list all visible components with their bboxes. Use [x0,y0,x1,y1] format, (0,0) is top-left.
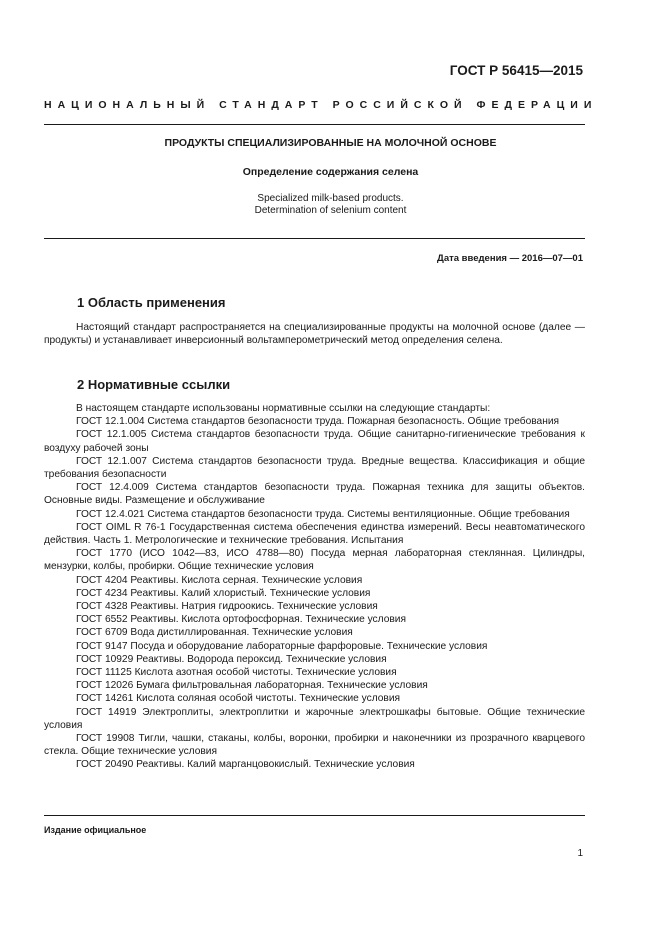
reference-item: ГОСТ 6552 Реактивы. Кислота ортофосфорная. Технические условия [76,614,406,626]
document-title: ПРОДУКТЫ СПЕЦИАЛИЗИРОВАННЫЕ НА МОЛОЧНОЙ ОСНОВЕ [164,137,497,149]
reference-item: ГОСТ 12026 Бумага фильтровальная лабораторная. Технические условия [76,680,428,692]
references-intro: В настоящем стандарте использованы нормативные ссылки на следующие стандарты: [76,403,491,414]
english-title [0,193,661,217]
normative-references [44,402,585,772]
reference-item: ГОСТ 1770 (ИСО 1042—83, ИСО 4788—80) Посуда мерная лабораторная стеклянная. Цилиндры, мензурки, колбы, пробирки. Общие технические условия [44,548,585,573]
footer-divider [44,815,585,816]
reference-item: ГОСТ 14919 Электроплиты, электроплитки и жарочные электрошкафы бытовые. Общие технические условия [44,706,585,731]
reference-item: ГОСТ 20490 Реактивы. Калий марганцовокислый. Технические условия [76,759,415,771]
section-1-heading: 1 Область применения [77,295,226,310]
national-standard-banner: НАЦИОНАЛЬНЫЙ СТАНДАРТ РОССИЙСКОЙ ФЕДЕРАЦИИ [44,99,598,111]
reference-item: ГОСТ 12.1.005 Система стандартов безопасности труда. Общие санитарно-гигиенические требования к воздуху рабочей зоны [44,429,585,454]
gost-number: ГОСТ Р 56415—2015 [449,63,583,78]
english-title-line-1: Specialized milk-based products. [257,193,404,204]
introduction-date: Дата введения — 2016—07—01 [437,253,583,264]
header-divider [44,124,585,125]
page-number: 1 [577,848,583,859]
section-2-heading: 2 Нормативные ссылки [77,377,231,392]
reference-item: ГОСТ 4328 Реактивы. Натрия гидроокись. Технические условия [76,601,378,613]
reference-item: ГОСТ 12.1.007 Система стандартов безопасности труда. Вредные вещества. Классификация и общие требования безопасности [44,455,585,481]
reference-item: ГОСТ 14261 Кислота соляная особой чистоты. Технические условия [76,693,401,705]
reference-item: ГОСТ 6709 Вода дистиллированная. Технические условия [76,627,353,639]
section-1-text: Настоящий стандарт распространяется на специализированные продукты на молочной основе (далее — продукты) и устанавливает инверсионный вольтамперометрический метод определения селена. [44,322,585,347]
reference-item: ГОСТ 4234 Реактивы. Калий хлористый. Технические условия [76,587,371,599]
reference-item: ГОСТ 12.1.004 Система стандартов безопасности труда. Пожарная безопасность. Общие требования [76,416,560,428]
reference-item: ГОСТ 12.4.021 Система стандартов безопасности труда. Системы вентиляционные. Общие требования [76,508,570,520]
english-title-line-2: Determination of selenium content [254,205,407,216]
reference-item: ГОСТ 10929 Реактивы. Водорода пероксид. Технические условия [76,653,387,665]
reference-item: ГОСТ 4204 Реактивы. Кислота серная. Технические условия [76,574,363,586]
reference-item: ГОСТ 12.4.009 Система стандартов безопасности труда. Пожарная техника для защиты объектов. Основные виды. Размещение и обслуживание [44,482,585,507]
reference-item: ГОСТ 11125 Кислота азотная особой чистоты. Технические условия [76,667,397,679]
official-edition-label: Издание официальное [44,825,147,835]
document-subtitle: Определение содержания селена [242,166,419,178]
reference-item: ГОСТ 19908 Тигли, чашки, стаканы, колбы, воронки, пробирки и наконечники из прозрачного кварцевого стекла. Общие технические условия [44,733,585,758]
reference-item: ГОСТ 9147 Посуда и оборудование лабораторные фарфоровые. Технические условия [76,640,488,652]
title-divider [44,238,585,239]
reference-item: ГОСТ OIML R 76-1 Государственная система обеспечения единства измерений. Весы неавтоматического действия. Часть 1. Метрологические и технические требования. Испытания [44,521,585,547]
